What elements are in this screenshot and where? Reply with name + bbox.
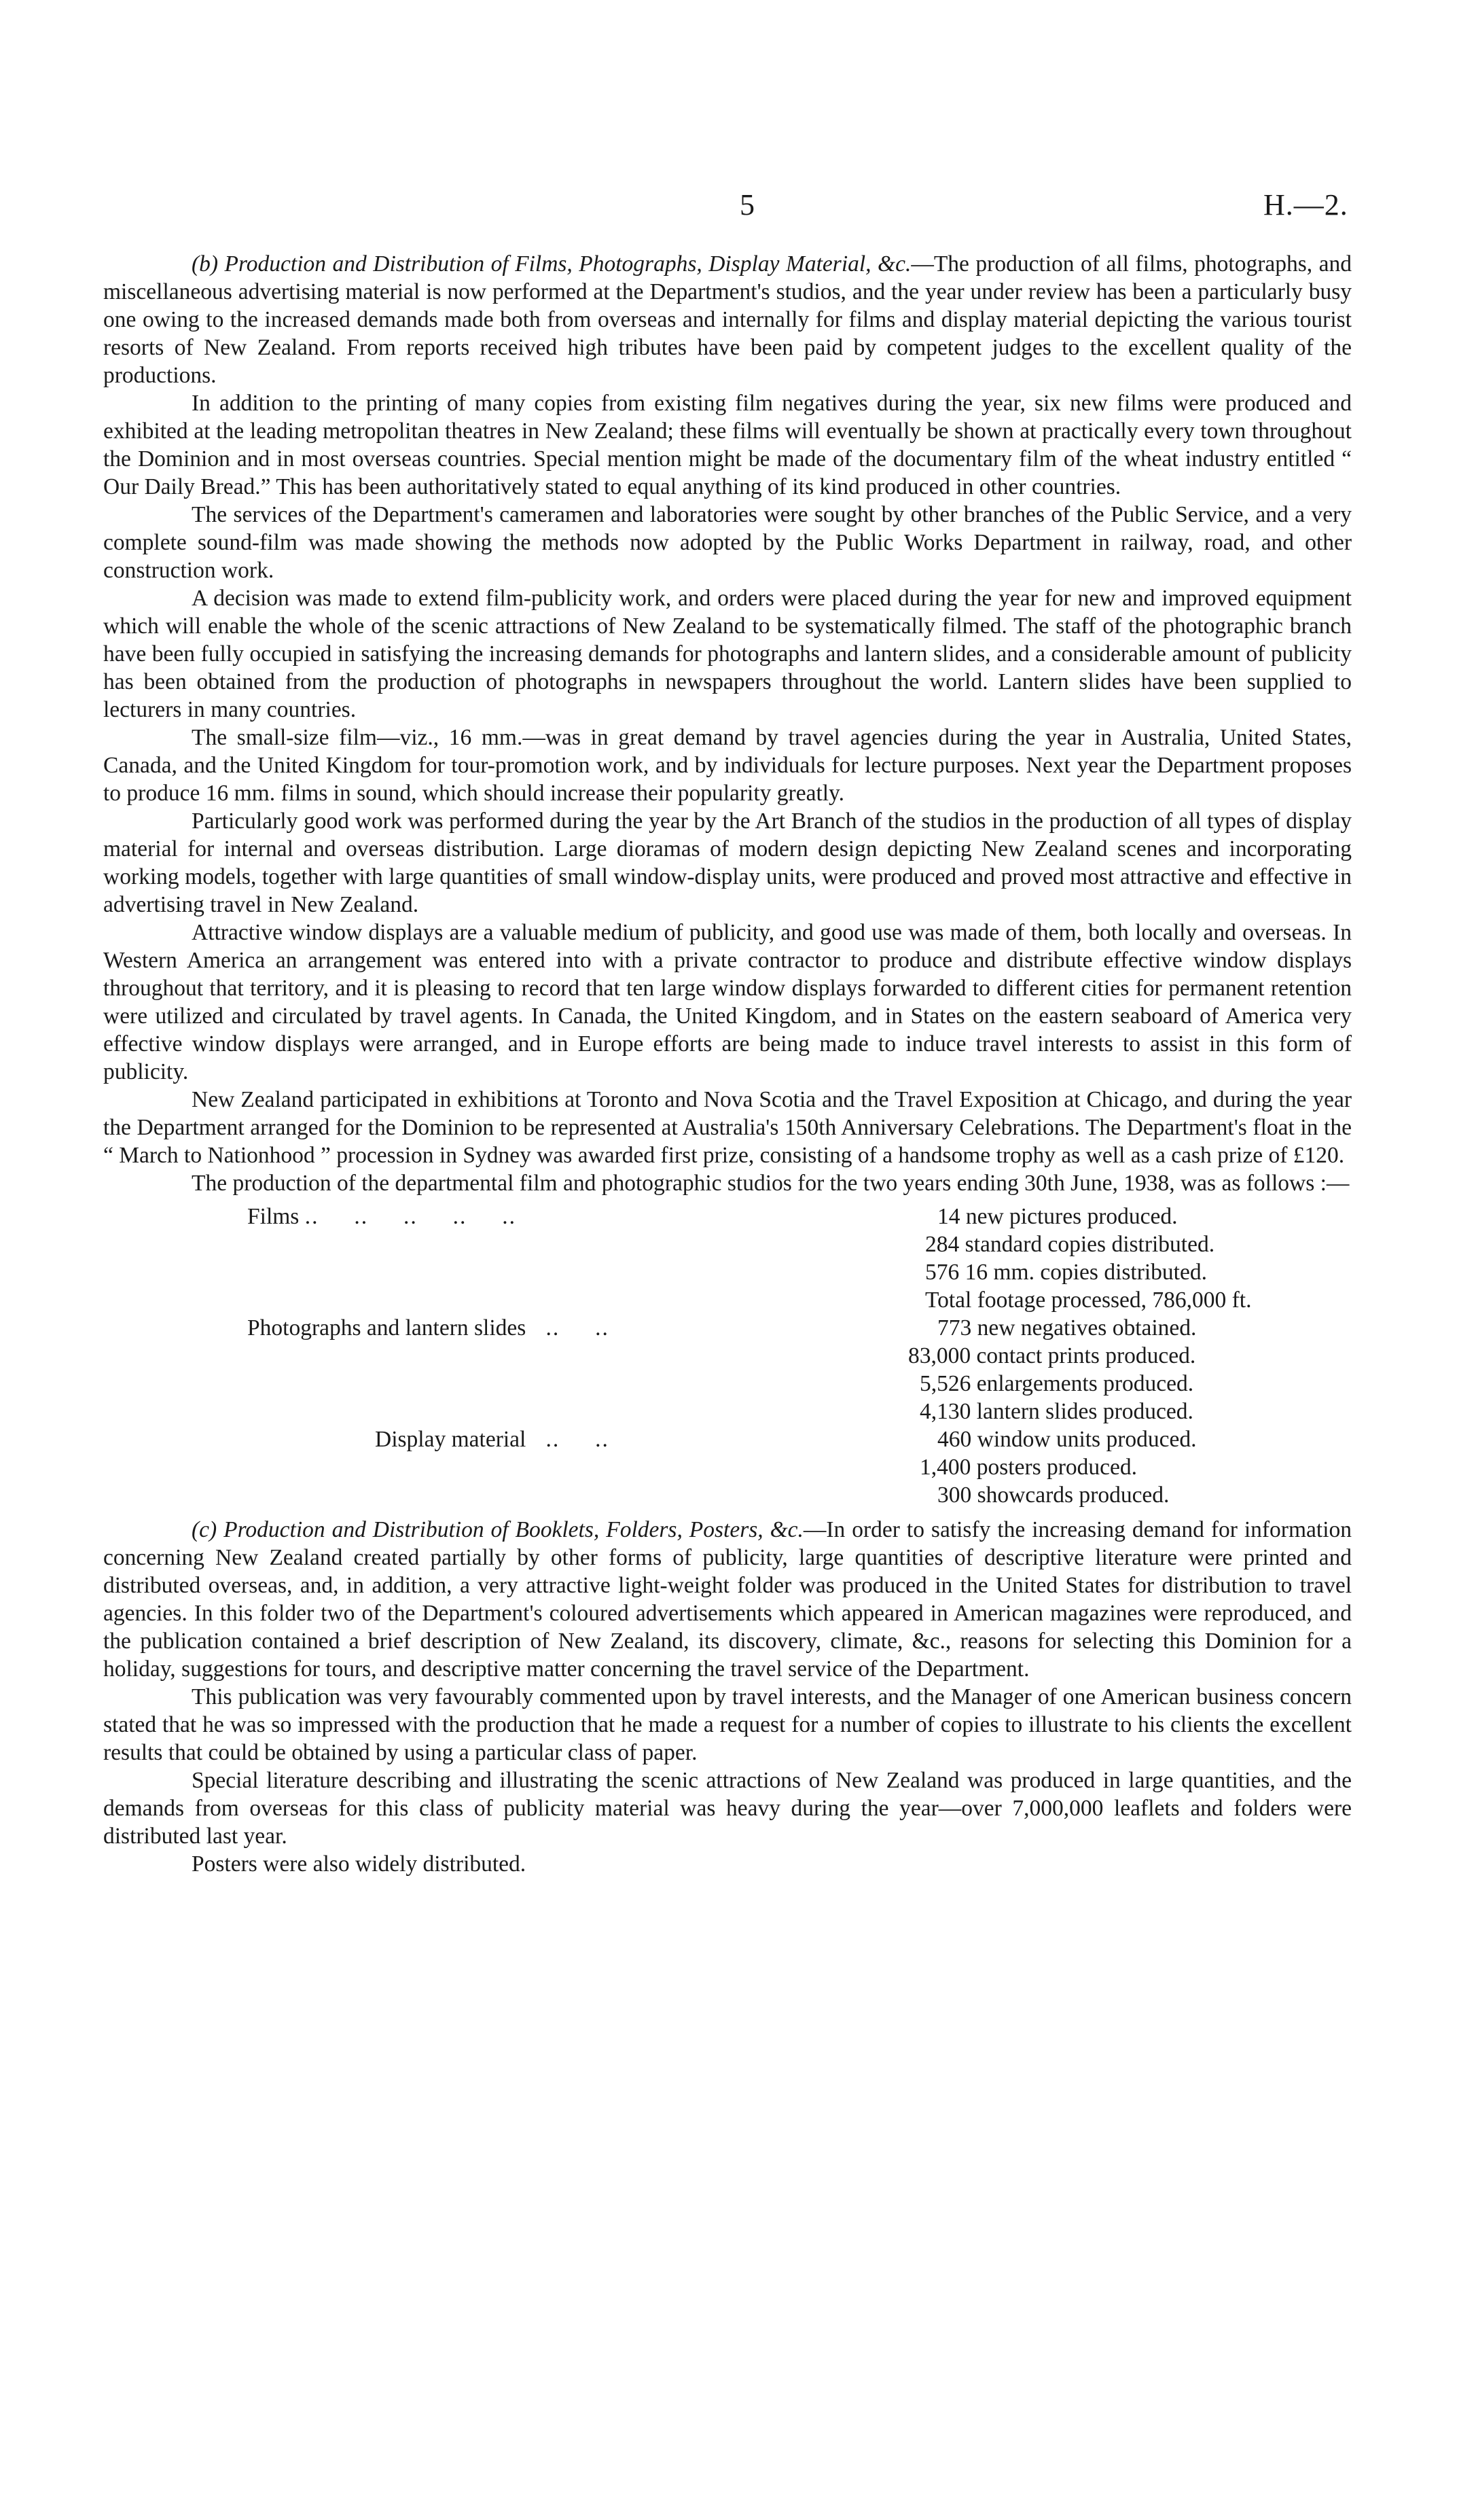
stat-value: 4,130 lantern slides produced. bbox=[920, 1399, 1193, 1424]
stat-label-text: Display material bbox=[375, 1427, 526, 1452]
stat-value: 284 standard copies distributed. bbox=[925, 1232, 1215, 1257]
stat-value: 300 showcards produced. bbox=[937, 1483, 1170, 1508]
paragraph-section-c-intro bbox=[103, 1516, 1352, 1683]
leader-dots: .. .. bbox=[531, 1427, 609, 1452]
stat-group-films bbox=[103, 1203, 1352, 1314]
stat-value: 5,526 enlargements produced. bbox=[920, 1371, 1194, 1396]
stat-values-photographs bbox=[799, 1314, 1352, 1425]
stat-value: 773 new negatives obtained. bbox=[937, 1315, 1197, 1341]
section-c-intro-text: —In order to satisfy the increasing demand for information concerning New Zealand created partially by other forms of publicity, large quantities of descriptive literature were printed and distributed overseas, and, in addition, a very attractive light-weight folder was produced in the United States for distribution to travel agencies. In this folder two of the Department's coloured advertisements which appeared in American magazines were reproduced, and the publication contained a brief description of New Zealand, its discovery, climate, &c., reasons for selecting this Dominion for a holiday, suggestions for tours, and descriptive matter concerning the travel service of the Department. bbox=[103, 1517, 1352, 1682]
leader-dots: .. .. bbox=[531, 1315, 609, 1341]
page-number: 5 bbox=[740, 188, 755, 221]
document-reference: H.—2. bbox=[1263, 188, 1348, 221]
stat-value: 1,400 posters produced. bbox=[920, 1455, 1138, 1480]
paragraph-film-publicity: A decision was made to extend film-publicity work, and orders were placed during the year for new and improved equipment which will enable the whole of the scenic attractions of New Zealand to be systematically filmed. The staff of the photographic branch have been fully occupied in satisfying the increasing demands for photographs and lantern slides, and a considerable amount of publicity has been obtained from the production of photographs in newspapers throughout the world. Lantern slides have been supplied to lecturers in many countries. bbox=[103, 586, 1352, 722]
stat-group-photographs bbox=[103, 1314, 1352, 1425]
page-content bbox=[103, 250, 1352, 1878]
paragraph-publication-comments: This publication was very favourably commented upon by travel interests, and the Manager of one American business concern stated that he was so impressed with the production that he made a request for a number of copies to illustrate to his clients the excellent results that could be obtained by using a particular class of paper. bbox=[103, 1684, 1352, 1765]
paragraph-small-size-film: The small-size film—viz., 16 mm.—was in great demand by travel agencies during the year in Australia, United States, Canada, and the United Kingdom for tour-promotion work, and by individuals for lecture purposes. Next year the Department proposes to produce 16 mm. films in sound, which should increase their popularity greatly. bbox=[103, 725, 1352, 806]
paragraph-posters: Posters were also widely distributed. bbox=[192, 1851, 526, 1877]
stat-label-films bbox=[103, 1203, 799, 1230]
paragraph-window-displays: Attractive window displays are a valuable medium of publicity, and good use was made of them, both locally and overseas. In Western America an arrangement was entered into with a private contractor to produce and distribute effective window displays throughout that territory, and it is pleasing to record that ten large window displays forwarded to different cities for permanent retention were utilized and circulated by travel agents. In Canada, the United Kingdom, and in States on the eastern seaboard of America very effective window displays were arranged, and in Europe efforts are being made to induce travel interests to assist in this form of publicity. bbox=[103, 920, 1352, 1084]
production-statistics bbox=[103, 1203, 1352, 1509]
stat-value: 460 window units produced. bbox=[937, 1427, 1197, 1452]
section-c-heading: (c) Production and Distribution of Booklets, Folders, Posters, &c. bbox=[192, 1517, 804, 1542]
stat-value: Total footage processed, 786,000 ft. bbox=[925, 1288, 1252, 1313]
section-b-intro-text: —The production of all films, photographs, and miscellaneous advertising material is now performed at the Department's studios, and the year under review has been a particularly busy one owing to the increased demands made both from overseas and internally for films and display material depicting the various tourist resorts of New Zealand. From reports received high tributes have been paid by competent judges to the excellent quality of the productions. bbox=[103, 251, 1352, 388]
stat-values-display-material bbox=[799, 1425, 1352, 1509]
stat-label-text: Photographs and lantern slides bbox=[247, 1315, 526, 1341]
paragraph-films-produced: In addition to the printing of many copies from existing film negatives during the year, six new films were produced and exhibited at the leading metropolitan theatres in New Zealand; these films will eventually be shown at practically every town throughout the Dominion and in most overseas countries. Special mention might be made of the documentary film of the wheat industry entitled “ Our Daily Bread.” This has been authoritatively stated to equal anything of its kind produced in other countries. bbox=[103, 391, 1352, 499]
stat-value: 576 16 mm. copies distributed. bbox=[925, 1260, 1207, 1285]
stat-label-text: Films bbox=[247, 1204, 300, 1229]
leader-dots: .. .. .. .. .. bbox=[304, 1204, 516, 1229]
stat-values-films bbox=[799, 1203, 1352, 1314]
stat-label-photographs bbox=[103, 1314, 799, 1342]
stat-value: 14 new pictures produced. bbox=[937, 1204, 1178, 1229]
stat-label-display-material bbox=[103, 1425, 799, 1453]
stat-group-display-material bbox=[103, 1425, 1352, 1509]
stat-value: 83,000 contact prints produced. bbox=[908, 1343, 1196, 1368]
section-b-heading: (b) Production and Distribution of Films, Photographs, Display Material, &c. bbox=[192, 251, 912, 277]
paragraph-special-literature: Special literature describing and illustrating the scenic attractions of New Zealand was produced in large quantities, and the demands from overseas for this class of publicity material was heavy during the year—over 7,000,000 leaflets and folders were distributed last year. bbox=[103, 1768, 1352, 1849]
paragraph-section-b-intro bbox=[103, 250, 1352, 389]
paragraph-exhibitions: New Zealand participated in exhibitions at Toronto and Nova Scotia and the Travel Exposition at Chicago, and during the year the Department arranged for the Dominion to be represented at Australia's 150th Anniversary Celebrations. The Department's float in the “ March to Nationhood ” procession in Sydney was awarded first prize, consisting of a handsome trophy as well as a cash prize of £120. bbox=[103, 1087, 1352, 1168]
paragraph-art-branch: Particularly good work was performed during the year by the Art Branch of the studios in the production of all types of display material for internal and overseas distribution. Large dioramas of modern design depicting New Zealand scenes and incorporating working models, together with large quantities of small window-display units, were produced and proved most attractive and effective in advertising travel in New Zealand. bbox=[103, 809, 1352, 917]
paragraph-cameramen: The services of the Department's cameramen and laboratories were sought by other branches of the Public Service, and a very complete sound-film was made showing the methods now adopted by the Public Works Department in railway, road, and other construction work. bbox=[103, 502, 1352, 583]
paragraph-production-summary: The production of the departmental film and photographic studios for the two years ending 30th June, 1938, was as follows :— bbox=[192, 1171, 1350, 1196]
